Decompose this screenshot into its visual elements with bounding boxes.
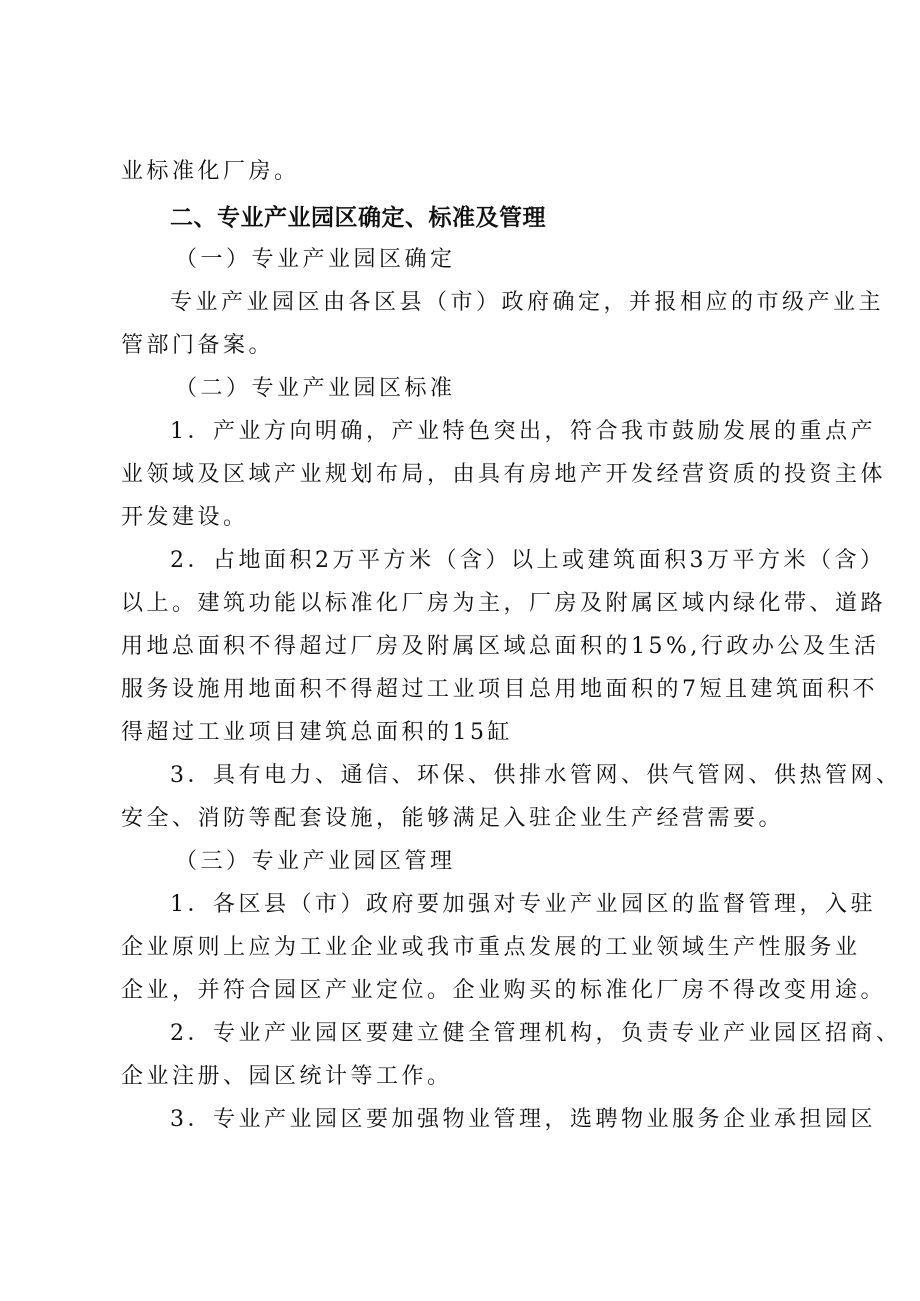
list-item-line: 2．专业产业园区要建立健全管理机构，负责专业产业园区招商、 (170, 1021, 902, 1046)
paragraph-line: 专业产业园区由各区县（市）政府确定，并报相应的市级产业主 (170, 290, 885, 315)
paragraph-line: 业领域及区域产业规划布局，由具有房地产开发经营资质的投资主体 (121, 462, 887, 487)
paragraph-line: 企业注册、园区统计等工作。 (121, 1064, 453, 1089)
paragraph-line: 服务设施用地面积不得超过工业项目总用地面积的7短且建筑面积不 (121, 677, 878, 702)
list-item-line: 3．具有电力、通信、环保、供排水管网、供气管网、供热管网、 (170, 763, 902, 788)
paragraph-line: 管部门备案。 (121, 333, 275, 358)
paragraph-line: 业标准化厂房。 (121, 159, 300, 184)
list-item-line: 1．各区县（市）政府要加强对专业产业园区的监督管理，入驻 (170, 892, 876, 917)
subsection-heading: （三）专业产业园区管理 (175, 849, 456, 874)
paragraph-line: 得超过工业项目建筑总面积的15缸 (121, 720, 513, 745)
paragraph-line: 用地总面积不得超过厂房及附属区域总面积的15%,行政办公及生活 (121, 634, 880, 659)
paragraph-line: 企业，并符合园区产业定位。企业购买的标准化厂房不得改变用途。 (121, 978, 887, 1003)
list-item-line: 3．专业产业园区要加强物业管理，选聘物业服务企业承担园区 (170, 1107, 876, 1132)
subsection-heading: （二）专业产业园区标准 (175, 376, 456, 401)
section-heading: 二、专业产业园区确定、标准及管理 (170, 205, 546, 231)
subsection-heading: （一）专业产业园区确定 (175, 247, 456, 272)
list-item-line: 2．占地面积2万平方米（含）以上或建筑面积3万平方米（含） (170, 548, 886, 573)
paragraph-line: 以上。建筑功能以标准化厂房为主，厂房及附属区域内绿化带、道路 (121, 591, 887, 616)
paragraph-line: 开发建设。 (121, 505, 249, 530)
paragraph-line: 企业原则上应为工业企业或我市重点发展的工业领域生产性服务业 (121, 935, 861, 960)
list-item-line: 1．产业方向明确，产业特色突出，符合我市鼓励发展的重点产 (170, 419, 876, 444)
paragraph-line: 安全、消防等配套设施，能够满足入驻企业生产经营需要。 (121, 806, 785, 831)
